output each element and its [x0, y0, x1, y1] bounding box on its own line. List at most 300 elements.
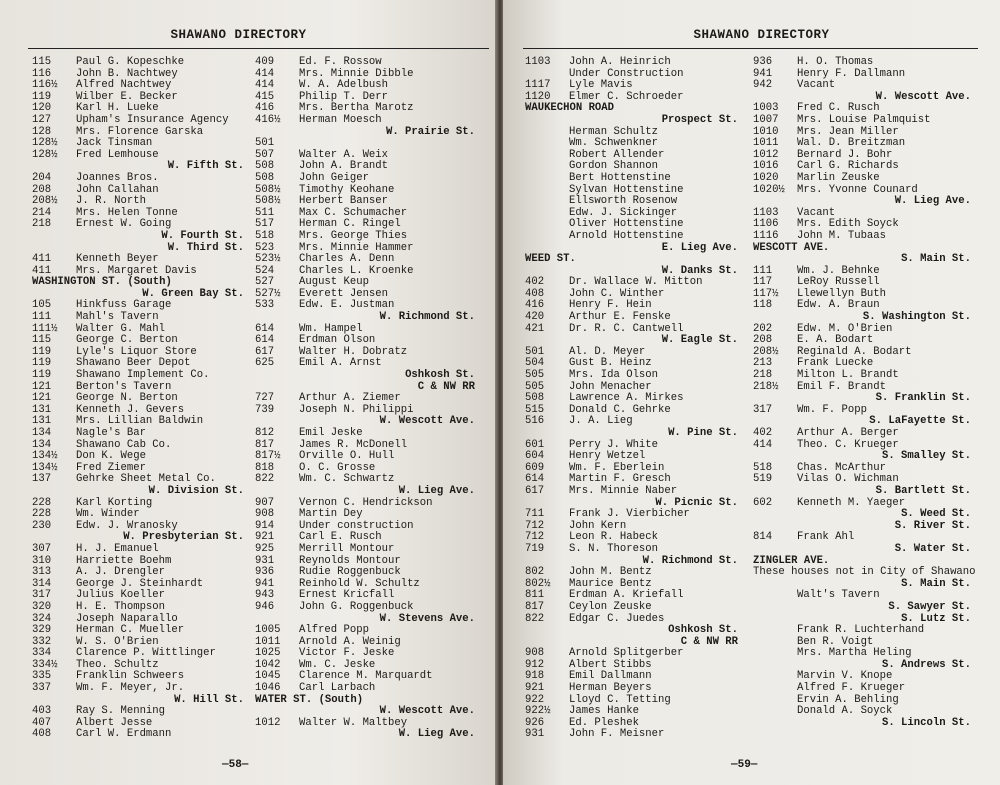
directory-entry [525, 231, 738, 243]
house-number: 414 [753, 438, 773, 451]
directory-entry [32, 57, 244, 69]
resident-name: J. A. Lieg [569, 415, 633, 428]
street-name: W. Fourth St. [161, 229, 244, 242]
street-name: W. Lieg Ave. [398, 484, 475, 497]
house-number: 416 [255, 102, 275, 115]
directory-entry [525, 729, 738, 741]
directory-entry [525, 138, 738, 150]
street-name: C & NW RR [417, 380, 475, 393]
house-number: 1016 [753, 160, 779, 173]
house-number: 908 [525, 647, 545, 660]
house-number: 332 [32, 635, 52, 648]
resident-name: Shawano Implement Co. [76, 369, 210, 382]
resident-name: John C. Winther [569, 287, 665, 300]
directory-entry [753, 69, 971, 81]
resident-name: Llewellyn Buth [797, 287, 887, 300]
street-heading [255, 729, 475, 741]
directory-entry [255, 544, 475, 556]
resident-name: Karl H. Lueke [76, 102, 159, 115]
street-name: S. Lincoln St. [881, 716, 971, 729]
resident-name: Alfred F. Krueger [797, 682, 906, 695]
section-title: WESCOTT AVE. [753, 241, 830, 254]
house-number: 214 [32, 206, 52, 219]
resident-name: John B. Nachtwey [76, 67, 178, 80]
resident-name: Ben R. Voigt [797, 635, 874, 648]
resident-name: Sylvan Hottenstine [569, 183, 684, 196]
house-number: 218 [32, 218, 52, 231]
house-number: 134½ [32, 450, 58, 463]
house-number: 817½ [255, 450, 281, 463]
house-number: 116 [32, 67, 52, 80]
directory-entry [753, 428, 971, 440]
resident-name: Perry J. White [569, 438, 659, 451]
resident-name: Nagle's Bar [76, 427, 146, 439]
resident-name: W. S. O'Brien [76, 635, 159, 648]
house-number: 617 [525, 484, 545, 497]
house-number: 527 [255, 276, 275, 289]
street-heading [753, 486, 971, 498]
house-number: 814 [753, 531, 773, 544]
resident-name: J. R. North [76, 195, 146, 208]
directory-entry [753, 625, 971, 637]
directory-entry [32, 544, 244, 556]
directory-entry [255, 625, 475, 637]
directory-entry [32, 729, 244, 741]
resident-name: Ernest W. Going [76, 218, 172, 231]
resident-name: Vacant [797, 206, 836, 219]
street-name: S. LaFayette St. [869, 415, 971, 428]
house-number: 115 [32, 334, 52, 347]
directory-entry [525, 312, 738, 324]
page-header: SHAWANO DIRECTORY [693, 28, 830, 42]
street-name: W. Wescott Ave. [875, 90, 971, 103]
resident-name: Martin Dey [299, 508, 363, 521]
house-number: 518 [255, 229, 275, 242]
street-name: W. Prairie St. [385, 125, 475, 138]
page-number: —58— [222, 759, 249, 771]
resident-name: Mrs. George Thies [299, 229, 408, 242]
resident-name: Lyle's Liquor Store [76, 345, 197, 358]
resident-name: Oliver Hottenstine [569, 218, 684, 231]
house-number: 931 [255, 554, 275, 567]
resident-name: Wm. J. Behnke [797, 264, 880, 277]
street-heading [753, 544, 971, 556]
directory-entry [255, 196, 475, 208]
street-name: S. Main St. [901, 577, 971, 590]
house-number: 817 [525, 600, 545, 613]
directory-entry [32, 625, 244, 637]
house-number: 908 [255, 508, 275, 521]
resident-name: Mrs. Minnie Naber [569, 484, 678, 497]
house-number: 128½ [32, 148, 58, 161]
directory-entry [255, 57, 475, 69]
resident-name: Edgar C. Juedes [569, 612, 665, 625]
resident-name: Reinhold W. Schultz [299, 577, 420, 590]
house-number: 228 [32, 496, 52, 509]
house-number: 402 [525, 276, 545, 289]
street-heading [753, 254, 971, 266]
street-name: W. Hill St. [174, 693, 244, 706]
resident-name: Robert Allender [569, 148, 665, 161]
resident-name: Harriette Boehm [76, 554, 172, 567]
house-number: 1003 [753, 102, 779, 115]
resident-name: Henry Wetzel [569, 450, 646, 463]
resident-name: Shawano Beer Depot [76, 357, 191, 370]
house-number: 105 [32, 299, 52, 312]
directory-entry [32, 370, 244, 382]
house-number: 516 [525, 415, 545, 428]
house-number: 208 [753, 334, 773, 347]
house-number: 230 [32, 519, 52, 532]
house-number: 942 [753, 79, 773, 92]
resident-name: Upham's Insurance Agency [76, 113, 229, 126]
resident-name: Mrs. Martha Heling [797, 647, 912, 660]
resident-name: Ceylon Zeuske [569, 600, 652, 613]
house-number: 533 [255, 299, 275, 312]
directory-entry [525, 370, 738, 382]
resident-name: Herbert Banser [299, 195, 389, 208]
house-number: 313 [32, 566, 52, 579]
resident-name: John F. Meisner [569, 728, 665, 741]
house-number: 128½ [32, 137, 58, 150]
resident-name: Ernest Kricfall [299, 589, 395, 602]
directory-entry [32, 602, 244, 614]
resident-name: Max C. Schumacher [299, 206, 408, 219]
street-heading [255, 312, 475, 324]
resident-name: Marvin V. Knope [797, 670, 893, 683]
house-number: 119 [32, 90, 52, 103]
house-number: 507 [255, 148, 275, 161]
street-name: Prospect St. [661, 113, 738, 126]
house-number: 111 [753, 264, 773, 277]
resident-name: Mrs. Louise Palmquist [797, 113, 931, 126]
house-number: 727 [255, 392, 275, 405]
resident-name: Mrs. Lillian Baldwin [76, 415, 204, 428]
house-number: 604 [525, 450, 545, 463]
page-header: SHAWANO DIRECTORY [170, 28, 307, 42]
resident-name: Clarence M. Marquardt [299, 670, 433, 683]
directory-entry [255, 602, 475, 614]
house-number: 409 [255, 56, 275, 68]
street-name: S. Smalley St. [881, 450, 971, 463]
resident-name: Lawrence A. Mirkes [569, 392, 684, 405]
house-number: 1042 [255, 658, 281, 671]
house-number: 1045 [255, 670, 281, 683]
house-number: 334½ [32, 658, 58, 671]
resident-name: Mrs. Minnie Hammer [299, 241, 414, 254]
resident-name: Carl G. Richards [797, 160, 899, 173]
house-number: 1020½ [753, 183, 785, 196]
section-title: ZINGLER AVE. [753, 554, 830, 567]
directory-entry [753, 173, 971, 185]
resident-name: Albert Stibbs [569, 658, 652, 671]
left-page [0, 0, 497, 785]
street-name: W. Wescott Ave. [379, 415, 475, 428]
resident-name: Vilas O. Wichman [797, 473, 899, 486]
resident-name: Timothy Keohane [299, 183, 395, 196]
resident-name: Henry F. Dallmann [797, 67, 906, 80]
house-number: 408 [525, 287, 545, 300]
house-number: 128 [32, 125, 52, 138]
house-number: 134 [32, 438, 52, 451]
resident-name: A. J. Drengler [76, 566, 166, 579]
street-heading [255, 486, 475, 498]
directory-entry [525, 196, 738, 208]
house-number: 936 [255, 566, 275, 579]
house-number: 712 [525, 531, 545, 544]
resident-name: Mrs. Edith Soyck [797, 218, 899, 231]
resident-name: Chas. McArthur [797, 461, 887, 474]
house-number: 228 [32, 508, 52, 521]
street-heading [753, 521, 971, 533]
directory-entry [255, 683, 475, 695]
resident-name: Erdman Olson [299, 334, 376, 347]
header-rule [523, 48, 978, 49]
resident-name: Edw. J. Wranosky [76, 519, 178, 532]
house-number: 818 [255, 461, 275, 474]
resident-name: Lyle Mavis [569, 79, 633, 92]
house-number: 817 [255, 438, 275, 451]
resident-name: Mrs. Ida Olson [569, 369, 659, 382]
resident-name: John M. Tubaas [797, 229, 887, 242]
house-number: 822 [255, 473, 275, 486]
resident-name: Everett Jensen [299, 287, 389, 300]
resident-name: Gehrke Sheet Metal Co. [76, 473, 216, 486]
resident-name: Carl Larbach [299, 682, 376, 695]
house-number: 208½ [753, 345, 779, 358]
directory-entry [525, 486, 738, 498]
house-number: 116½ [32, 79, 58, 92]
house-number: 614 [525, 473, 545, 486]
resident-name: Julius Koeller [76, 589, 166, 602]
resident-name: Donald C. Gehrke [569, 403, 671, 416]
house-number: 1011 [255, 635, 281, 648]
resident-name: Fred Lemhouse [76, 148, 159, 161]
resident-name: Reginald A. Bodart [797, 345, 912, 358]
street-name: W. Pine St. [668, 427, 738, 439]
house-number: 515 [525, 403, 545, 416]
house-number: 508 [255, 160, 275, 173]
right-page [503, 0, 1000, 785]
street-name: S. Franklin St. [875, 392, 971, 405]
house-number: 420 [525, 311, 545, 324]
resident-name: Mahl's Tavern [76, 311, 159, 324]
street-name: W. Division St. [148, 484, 244, 497]
directory-entry [32, 509, 244, 521]
resident-name: Mrs. Margaret Davis [76, 264, 197, 277]
house-number: 719 [525, 542, 545, 555]
house-number: 936 [753, 56, 773, 68]
resident-name: Mrs. Yvonne Counard [797, 183, 918, 196]
resident-name: Mrs. Minnie Dibble [299, 67, 414, 80]
resident-name: Orville O. Hull [299, 450, 395, 463]
directory-entry [753, 138, 971, 150]
house-number: 204 [32, 171, 52, 184]
resident-name: LeRoy Russell [797, 276, 880, 289]
resident-name: Frank J. Vierbicher [569, 508, 690, 521]
house-number: 416½ [255, 113, 281, 126]
resident-name: Walt's Tavern [797, 589, 880, 602]
street-name: Oshkosh St. [668, 624, 738, 637]
house-number: 505 [525, 380, 545, 393]
resident-name: Herman C. Mueller [76, 624, 185, 637]
directory-entry [753, 57, 971, 69]
resident-name: Karl Korting [76, 496, 153, 509]
directory-entry [32, 567, 244, 579]
house-number: 517 [255, 218, 275, 231]
street-name: S. Lutz St. [901, 612, 971, 625]
resident-name: Bert Hottenstine [569, 171, 671, 184]
house-number: 421 [525, 322, 545, 335]
note-text: These houses not in City of Shawano [753, 566, 976, 579]
resident-name: Henry F. Hein [569, 299, 652, 312]
resident-name: Wm. C. Schwartz [299, 473, 395, 486]
resident-name: John Callahan [76, 183, 159, 196]
resident-name: Ray S. Menning [76, 705, 166, 718]
directory-entry [255, 115, 475, 127]
resident-name: Emil A. Arnst [299, 357, 382, 370]
resident-name: Elmer C. Schroeder [569, 90, 684, 103]
resident-name: Maurice Bentz [569, 577, 652, 590]
house-number: 527½ [255, 287, 281, 300]
street-name: S. Weed St. [901, 508, 971, 521]
resident-name: Don K. Wege [76, 450, 146, 463]
house-number: 218 [753, 369, 773, 382]
street-name: E. Lieg Ave. [661, 241, 738, 254]
house-number: 1103 [753, 206, 779, 219]
directory-column [255, 57, 475, 741]
resident-name: Theo. Schultz [76, 658, 159, 671]
house-number: 926 [525, 716, 545, 729]
resident-name: Edw. M. O'Brien [797, 322, 893, 335]
house-number: 508½ [255, 195, 281, 208]
resident-name: Vacant [797, 79, 836, 92]
page-number: —59— [731, 759, 758, 771]
house-number: 118 [753, 299, 773, 312]
resident-name: Wilber E. Becker [76, 90, 178, 103]
house-number: 511 [255, 206, 275, 219]
house-number: 134½ [32, 461, 58, 474]
house-number: 912 [525, 658, 545, 671]
street-heading [525, 428, 738, 440]
house-number: 907 [255, 496, 275, 509]
resident-name: John A. Brandt [299, 160, 389, 173]
house-number: 1020 [753, 171, 779, 184]
resident-name: Emil Jeske [299, 427, 363, 439]
directory-entry [32, 138, 244, 150]
resident-name: Alfred Nachtwey [76, 79, 172, 92]
house-number: 115 [32, 56, 52, 68]
house-number: 504 [525, 357, 545, 370]
street-name: S. Bartlett St. [875, 484, 971, 497]
directory-entry [32, 196, 244, 208]
resident-name: Wal. D. Breitzman [797, 137, 906, 150]
resident-name: Charles L. Kroenke [299, 264, 414, 277]
directory-entry [753, 683, 971, 695]
resident-name: Alfred Popp [299, 624, 369, 637]
house-number: 918 [525, 670, 545, 683]
resident-name: Rudie Roggenbuck [299, 566, 401, 579]
resident-name: Wm. F. Eberlein [569, 461, 665, 474]
directory-entry [255, 567, 475, 579]
house-number: 402 [753, 427, 773, 439]
house-number: 501 [255, 137, 275, 150]
house-number: 1011 [753, 137, 779, 150]
resident-name: John Kern [569, 519, 627, 532]
resident-name: George J. Steinhardt [76, 577, 204, 590]
resident-name: Walter H. Dobratz [299, 345, 408, 358]
directory-entry [525, 173, 738, 185]
directory-entry [32, 173, 244, 185]
resident-name: John G. Roggenbuck [299, 600, 414, 613]
resident-name: Arnold Splitgerber [569, 647, 684, 660]
house-number: 337 [32, 682, 52, 695]
street-name: S. Sawyer St. [888, 600, 971, 613]
street-name: W. Green Bay St. [142, 287, 244, 300]
section-title: WAUKECHON ROAD [525, 102, 615, 115]
resident-name: Gordon Shannon [569, 160, 659, 173]
house-number: 324 [32, 612, 52, 625]
resident-name: Clarence P. Wittlinger [76, 647, 216, 660]
house-number: 414 [255, 67, 275, 80]
street-name: S. Water St. [894, 542, 971, 555]
resident-name: Joannes Bros. [76, 171, 159, 184]
house-number: 711 [525, 508, 545, 521]
house-number: 609 [525, 461, 545, 474]
house-number: 411 [32, 264, 52, 277]
section-title: WEED ST. [525, 253, 576, 266]
house-number: 134 [32, 427, 52, 439]
resident-name: Merrill Montour [299, 542, 395, 555]
resident-name: Arnold Hottenstine [569, 229, 684, 242]
resident-name: Reynolds Montour [299, 554, 401, 567]
street-name: S. Main St. [901, 253, 971, 266]
house-number: 1106 [753, 218, 779, 231]
street-heading [525, 115, 738, 127]
directory-entry [32, 683, 244, 695]
directory-entry [525, 602, 738, 614]
street-name: W. Stevens Ave. [379, 612, 475, 625]
resident-name: Frank Luecke [797, 357, 874, 370]
house-number: 1007 [753, 113, 779, 126]
directory-entry [753, 370, 971, 382]
resident-name: Kenneth Beyer [76, 253, 159, 266]
directory-entry [255, 509, 475, 521]
directory-entry [32, 254, 244, 266]
resident-name: Arthur A. Berger [797, 427, 899, 439]
house-number: 739 [255, 403, 275, 416]
house-number: 314 [32, 577, 52, 590]
house-number: 121 [32, 380, 52, 393]
house-number: 1012 [753, 148, 779, 161]
house-number: 119 [32, 357, 52, 370]
house-number: 925 [255, 542, 275, 555]
street-heading [525, 625, 738, 637]
directory-entry [525, 567, 738, 579]
house-number: 317 [32, 589, 52, 602]
street-name: W. Richmond St. [642, 554, 738, 567]
resident-name: O. C. Grosse [299, 461, 376, 474]
house-number: 127 [32, 113, 52, 126]
note-line [753, 566, 976, 579]
directory-column [32, 57, 244, 741]
resident-name: Arthur A. Ziemer [299, 392, 401, 405]
house-number: 802 [525, 566, 545, 579]
resident-name: Victor F. Jeske [299, 647, 395, 660]
street-name: W. Lieg Ave. [398, 728, 475, 741]
house-number: 120 [32, 102, 52, 115]
house-number: 614 [255, 334, 275, 347]
